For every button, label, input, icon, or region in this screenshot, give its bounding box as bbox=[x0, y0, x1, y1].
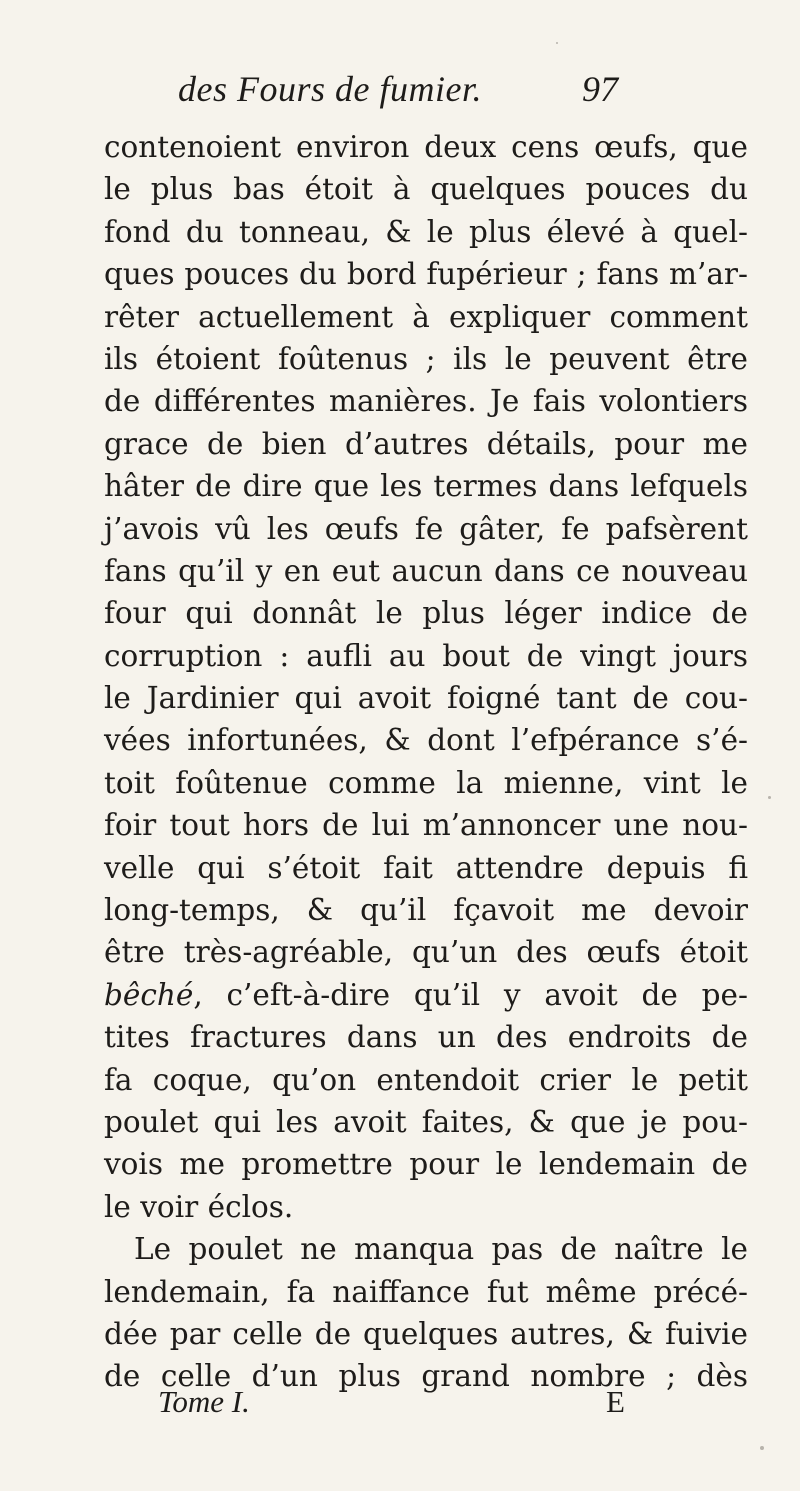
text-line: lendemain, fa naiffance fut même précé- bbox=[104, 1274, 748, 1309]
body-text bbox=[104, 126, 748, 1398]
running-title: des Fours de fumier. bbox=[178, 69, 482, 109]
text-line: fa coque, qu’on entendoit crier le petit bbox=[104, 1062, 748, 1097]
text-line-rest: , c’eft-à-dire qu’il y avoit de pe- bbox=[193, 977, 748, 1012]
page-header bbox=[0, 68, 800, 120]
text-line: ils étoient foûtenus ; ils le peuvent être bbox=[104, 341, 748, 376]
text-line: être très-agréable, qu’un des œufs étoit bbox=[104, 935, 748, 970]
text-line: velle qui s’étoit fait attendre depuis fi bbox=[104, 850, 748, 885]
text-line: de différentes manières. Je fais volontiers bbox=[104, 384, 748, 419]
text-line: vées infortunées, & dont l’efpérance s’é- bbox=[104, 723, 748, 758]
text-line: corruption : aufli au bout de vingt jours bbox=[104, 638, 748, 673]
text-line: grace de bien d’autres détails, pour me bbox=[104, 426, 748, 461]
gathering-signature: E bbox=[606, 1384, 625, 1419]
text-line: dée par celle de quelques autres, & fuivie bbox=[104, 1316, 748, 1351]
text-line: le Jardinier qui avoit foigné tant de cou- bbox=[104, 681, 748, 716]
text-line: poulet qui les avoit faites, & que je pou- bbox=[104, 1104, 748, 1139]
text-line: long-temps, & qu’il fçavoit me devoir bbox=[104, 893, 748, 928]
text-line: j’avois vû les œufs fe gâter, fe pafsèrent bbox=[104, 511, 748, 546]
text-line: ques pouces du bord fupérieur ; fans m’ar- bbox=[104, 257, 748, 292]
italic-word: bêché bbox=[104, 977, 194, 1012]
text-line: fans qu’il y en eut aucun dans ce nouveau bbox=[104, 553, 748, 588]
text-line: four qui donnât le plus léger indice de bbox=[104, 596, 748, 631]
page-footer bbox=[0, 1384, 800, 1428]
volume-signature: Tome I. bbox=[158, 1384, 250, 1419]
paper-speck bbox=[556, 42, 558, 44]
text-line bbox=[104, 974, 748, 1016]
text-line: foir tout hors de lui m’annoncer une nou- bbox=[104, 808, 748, 843]
text-line: hâter de dire que les termes dans lefquels bbox=[104, 469, 748, 504]
text-line: tites fractures dans un des endroits de bbox=[104, 1020, 748, 1055]
page-number: 97 bbox=[582, 69, 618, 109]
text-line: le voir éclos. bbox=[104, 1189, 294, 1224]
text-line: fond du tonneau, & le plus élevé à quel- bbox=[104, 214, 748, 249]
text-line: toit foûtenue comme la mienne, vint le bbox=[104, 765, 748, 800]
paragraph-start-line: Le poulet ne manqua pas de naître le bbox=[134, 1232, 748, 1267]
text-line: de celle d’un plus grand nombre ; dès bbox=[104, 1359, 748, 1394]
text-line: rêter actuellement à expliquer comment bbox=[104, 299, 748, 334]
text-line: le plus bas étoit à quelques pouces du bbox=[104, 172, 748, 207]
paper-speck bbox=[760, 1446, 764, 1450]
text-line: contenoient environ deux cens œufs, que bbox=[104, 130, 748, 164]
text-line: vois me promettre pour le lendemain de bbox=[104, 1147, 748, 1182]
paper-speck bbox=[768, 796, 771, 799]
